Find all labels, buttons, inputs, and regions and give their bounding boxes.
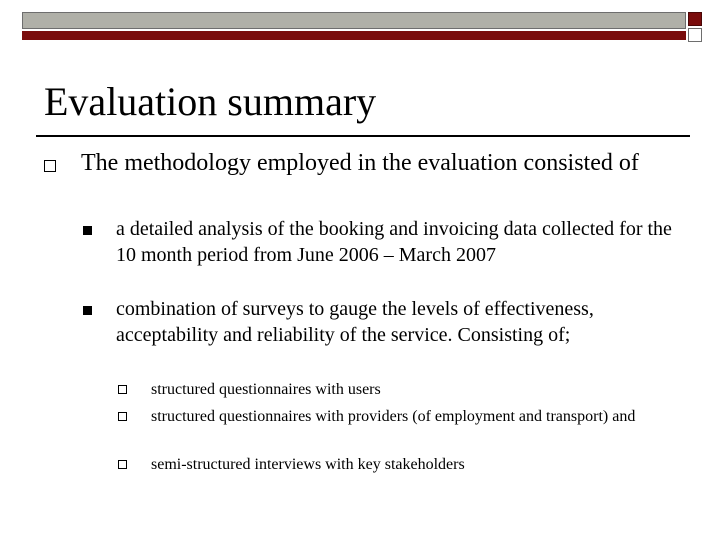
bullet-square-outline-small-icon	[118, 412, 127, 421]
top-decoration-bar	[22, 12, 686, 29]
sub-bullet-analysis: a detailed analysis of the booking and invoicing data collected for the 10 month period from June 2006 – March 2007	[116, 218, 672, 266]
top-decoration-line	[22, 31, 686, 40]
bullet-square-filled-icon	[83, 306, 92, 315]
bullet-square-outline-small-icon	[118, 460, 127, 469]
bullet-square-outline-icon	[44, 160, 56, 172]
sub-sub-bullet-providers: structured questionnaires with providers (of employment and transport) and	[151, 408, 636, 425]
sub-sub-bullet-users: structured questionnaires with users	[151, 381, 381, 398]
top-decoration-square-filled	[688, 12, 702, 26]
bullet-square-outline-small-icon	[118, 385, 127, 394]
sub-sub-bullet-stakeholders: semi-structured interviews with key stakeholders	[151, 456, 465, 473]
sub-bullet-surveys: combination of surveys to gauge the levels of effectiveness, acceptability and reliability of the service. Consisting of;	[116, 298, 594, 346]
top-decoration-square-outline	[688, 28, 702, 42]
bullet-text-methodology: The methodology employed in the evaluation consisted of	[81, 150, 639, 176]
title-divider	[36, 135, 690, 137]
slide-title: Evaluation summary	[44, 79, 377, 124]
bullet-square-filled-icon	[83, 226, 92, 235]
